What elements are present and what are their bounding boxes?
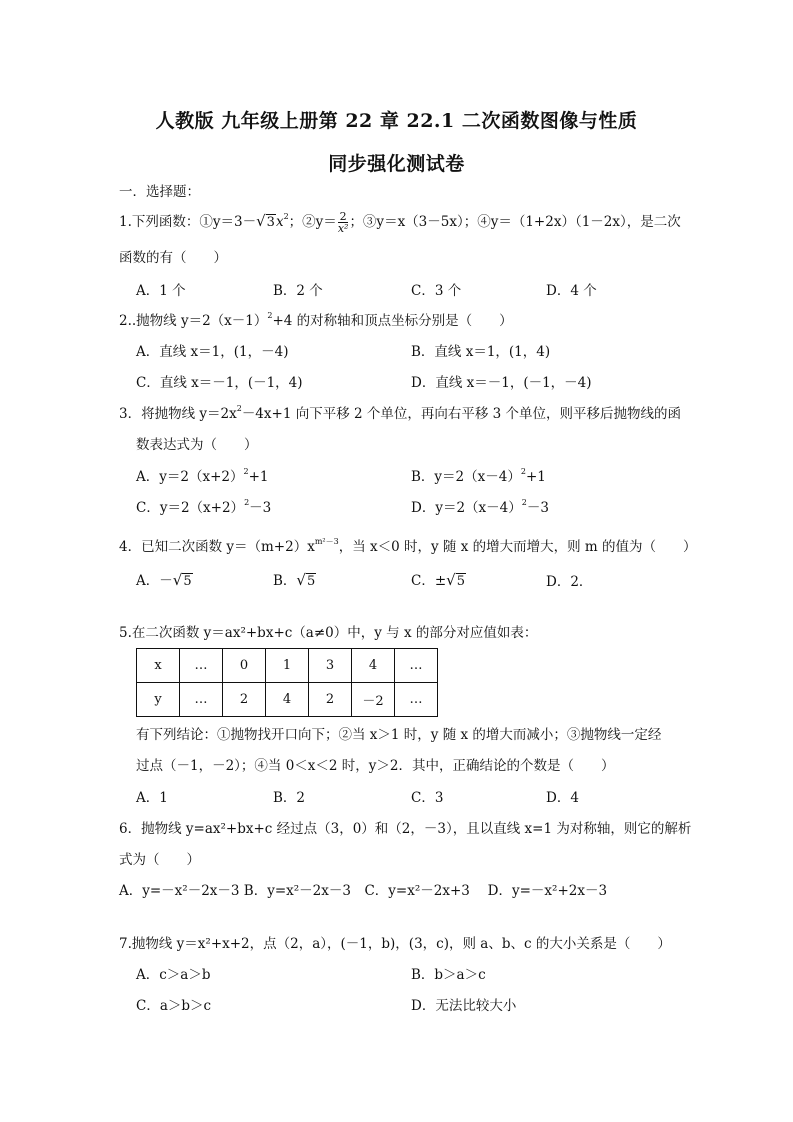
q3-option-a-text: A．y＝2（x+2） bbox=[136, 469, 244, 485]
value-table bbox=[136, 648, 438, 717]
q4-exponent: m²－3 bbox=[314, 537, 339, 546]
q4-option-a-prefix: A．－ bbox=[136, 573, 173, 589]
question-3-line-2: 数表达式为（ ） bbox=[136, 437, 258, 453]
q5-option-c: C．3 bbox=[411, 790, 444, 806]
table-cell: 3 bbox=[309, 649, 352, 683]
q3-option-d-text: D．y＝2（x－4） bbox=[411, 500, 522, 516]
question-5-line-3: 过点（－1，－2）；④当 0＜x＜2 时，y＞2．其中，正确结论的个数是（ ） bbox=[136, 758, 615, 774]
q3-option-c-tail: －3 bbox=[249, 500, 272, 516]
question-1-line-2: 函数的有（ ） bbox=[119, 250, 227, 266]
q7-option-c: C．a＞b＞c bbox=[136, 998, 212, 1014]
q5-option-b: B．2 bbox=[273, 790, 306, 806]
q3-option-d bbox=[411, 499, 549, 517]
q3-text-a: 3．将抛物线 y＝2x bbox=[119, 406, 237, 422]
table-row bbox=[137, 683, 438, 717]
q3-text-b: －4x+1 向下平移 2 个单位，再向右平移 3 个单位，则平移后抛物线的函 bbox=[241, 406, 682, 422]
question-6-line-2: 式为（ ） bbox=[119, 852, 200, 868]
sqrt-symbol: √3 bbox=[256, 212, 275, 230]
q4-text-a: 4．已知二次函数 y＝（m+2）x bbox=[119, 539, 315, 555]
q2-option-b: B．直线 x＝1，(1，4) bbox=[411, 344, 551, 360]
q7-option-b: B．b＞a＞c bbox=[411, 967, 486, 983]
table-cell: … bbox=[395, 683, 438, 717]
q4-text-b: ，当 x＜0 时，y 随 x 的增大而增大，则 m 的值为（ ） bbox=[338, 539, 697, 555]
table-cell: … bbox=[180, 683, 223, 717]
q2-option-d: D．直线 x＝－1，(－1，－4) bbox=[411, 375, 592, 391]
q3-option-b-tail: +1 bbox=[525, 469, 546, 485]
q4-option-c-prefix: C．± bbox=[411, 573, 447, 589]
q1-option-a: A．1 个 bbox=[136, 283, 186, 299]
document-title: 人教版 九年级上册第 22 章 22.1 二次函数图像与性质 bbox=[155, 110, 638, 132]
table-cell: … bbox=[180, 649, 223, 683]
q2-option-a: A．直线 x＝1，(1，－4) bbox=[136, 344, 289, 360]
q3-option-a-exponent: 2 bbox=[243, 467, 249, 476]
q4-option-a-radicand: 5 bbox=[183, 574, 192, 589]
question-6-line-1: 6．抛物线 y=ax²+bx+c 经过点（3，0）和（2，－3），且以直线 x=1 为对称轴，则它的解析 bbox=[119, 821, 692, 837]
q1-text-c: ；②y＝ bbox=[288, 214, 337, 230]
sqrt-symbol: √5 bbox=[172, 571, 192, 589]
q3-option-b bbox=[411, 468, 546, 486]
table-cell: 4 bbox=[352, 649, 395, 683]
q5-option-a: A．1 bbox=[136, 790, 168, 806]
sqrt-symbol: √5 bbox=[296, 571, 316, 589]
q4-option-d: D．2． bbox=[546, 574, 593, 590]
q3-option-a-tail: +1 bbox=[248, 469, 269, 485]
table-cell: 2 bbox=[223, 683, 266, 717]
q3-option-b-text: B．y＝2（x－4） bbox=[411, 469, 521, 485]
q4-option-b-prefix: B． bbox=[273, 573, 297, 589]
q1-var: x bbox=[275, 214, 284, 230]
q2-exponent: 2 bbox=[267, 311, 273, 320]
question-5: 5.在二次函数 y＝ax²+bx+c（a≠0）中，y 与 x 的部分对应值如表： bbox=[119, 625, 538, 641]
q1-option-b: B．2 个 bbox=[273, 283, 323, 299]
q1-radicand: 3 bbox=[266, 215, 275, 230]
section-heading: 一．选择题： bbox=[119, 184, 200, 200]
q4-option-c bbox=[411, 571, 466, 591]
q4-option-c-radicand: 5 bbox=[456, 574, 465, 589]
fraction bbox=[338, 211, 349, 234]
q7-option-d: D．无法比较大小 bbox=[411, 998, 517, 1014]
question-2 bbox=[119, 312, 513, 330]
q1-option-d: D．4 个 bbox=[546, 283, 597, 299]
q3-option-c bbox=[136, 499, 271, 517]
q6-options: A．y=－x²－2x－3 B．y=x²－2x－3 C．y=x²－2x+3 D．y=－x²+2x－3 bbox=[119, 883, 608, 899]
fraction-denominator: x² bbox=[337, 222, 349, 235]
q4-option-b-radicand: 5 bbox=[306, 574, 316, 589]
q4-option-a bbox=[136, 571, 193, 591]
table-cell: 0 bbox=[223, 649, 266, 683]
document-subtitle: 同步强化测试卷 bbox=[328, 153, 465, 175]
table-cell: y bbox=[137, 683, 180, 717]
question-4 bbox=[119, 538, 697, 556]
q4-option-b bbox=[273, 571, 316, 591]
q3-option-d-exponent: 2 bbox=[521, 498, 527, 507]
table-cell: 4 bbox=[266, 683, 309, 717]
table-cell: x bbox=[137, 649, 180, 683]
q3-option-d-tail: －3 bbox=[526, 500, 549, 516]
fraction-numerator: 2 bbox=[339, 210, 347, 223]
question-3-line-1 bbox=[119, 405, 681, 423]
table-cell: 2 bbox=[309, 683, 352, 717]
question-7: 7.抛物线 y＝x²+x+2，点（2，a），(－1，b)，(3，c)，则 a、b、c 的大小关系是（ ） bbox=[119, 936, 671, 952]
q3-option-c-exponent: 2 bbox=[244, 498, 250, 507]
question-5-line-2: 有下列结论：①抛物找开口向下；②当 x＞1 时，y 随 x 的增大而减小；③抛物线一定经 bbox=[136, 727, 662, 743]
q3-exponent: 2 bbox=[236, 404, 242, 413]
q3-option-c-text: C．y＝2（x+2） bbox=[136, 500, 245, 516]
table-cell: … bbox=[395, 649, 438, 683]
table-cell: －2 bbox=[352, 683, 395, 717]
table-row bbox=[137, 649, 438, 683]
q1-text-a: 1.下列函数：①y＝3－ bbox=[119, 214, 257, 230]
q1-text-d: ；③y＝x（3－5x）；④y＝（1+2x）（1－2x），是二次 bbox=[349, 214, 681, 230]
q7-option-a: A．c＞a＞b bbox=[136, 967, 211, 983]
q1-option-c: C．3 个 bbox=[411, 283, 462, 299]
q3-option-a bbox=[136, 468, 268, 486]
q2-text-a: 2..抛物线 y＝2（x－1） bbox=[119, 313, 268, 329]
q2-option-c: C．直线 x＝－1，(－1，4) bbox=[136, 375, 303, 391]
q3-option-b-exponent: 2 bbox=[520, 467, 526, 476]
question-1-line-1: 1.下列函数：$①y=3-√3x^2$；②y＝ $\frac{2}{\text{x²}}$ ；③y＝x（3－5x）；④y＝（1+2x）（1－2x），是二次 bbox=[119, 210, 681, 235]
sqrt-symbol: √5 bbox=[446, 571, 465, 589]
table-cell: 1 bbox=[266, 649, 309, 683]
q2-text-b: +4 的对称轴和顶点坐标分别是（ ） bbox=[272, 313, 513, 329]
q5-option-d: D．4 bbox=[546, 790, 579, 806]
